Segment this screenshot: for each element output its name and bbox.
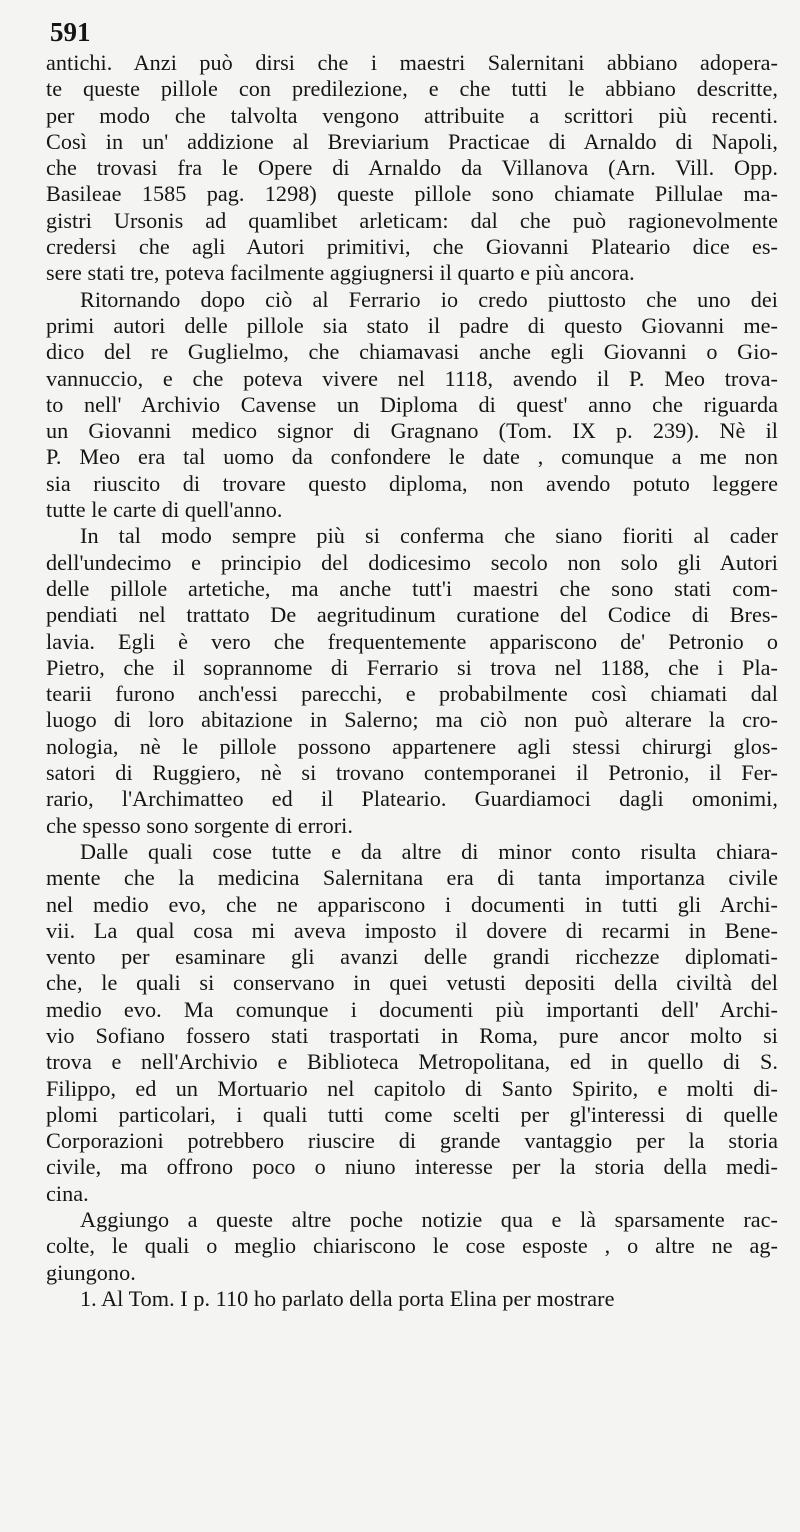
text-line: Filippo, ed un Mortuario nel capitolo di Santo Spirito, e molti di- [46, 1075, 778, 1101]
text-line: to nell' Archivio Cavense un Diploma di quest' anno che riguarda [46, 391, 778, 417]
text-line: plomi particolari, i quali tutti come scelti per gl'interessi di quelle [46, 1101, 778, 1127]
page-number: 591 [50, 17, 91, 47]
text-line: un Giovanni medico signor di Gragnano (Tom. IX p. 239). Nè il [46, 418, 778, 444]
text-line: cina. [46, 1180, 89, 1206]
paragraph [46, 523, 778, 839]
text-line: tutte le carte di quell'anno. [46, 497, 283, 523]
text-line: Dalle quali cose tutte e da altre di minor conto risulta chiara- [80, 838, 778, 864]
body-text [46, 50, 778, 1312]
text-line: Corporazioni potrebbero riuscire di grande vantaggio per la storia [46, 1128, 778, 1154]
text-line: giungono. [46, 1259, 136, 1285]
text-line: Pietro, che il soprannome di Ferrario si trova nel 1188, che i Pla- [46, 654, 778, 680]
text-line: rario, l'Archimatteo ed il Plateario. Guardiamoci dagli omonimi, [46, 786, 778, 812]
text-line: medio evo. Ma comunque i documenti più importanti dell' Archi- [46, 996, 778, 1022]
text-line: vannuccio, e che poteva vivere nel 1118, avendo il P. Meo trova- [46, 365, 778, 391]
text-line: satori di Ruggiero, nè si trovano contemporanei il Petronio, il Fer- [46, 760, 778, 786]
text-line: vio Sofiano fossero stati trasportati in Roma, pure ancor molto si [46, 1022, 778, 1048]
text-line: sere stati tre, poteva facilmente aggiugnersi il quarto e più ancora. [46, 260, 635, 286]
text-line: che spesso sono sorgente di errori. [46, 812, 353, 838]
text-line: Ritornando dopo ciò al Ferrario io credo piuttosto che uno dei [80, 286, 778, 312]
text-line: Aggiungo a queste altre poche notizie qua e là sparsamente rac- [80, 1207, 778, 1233]
text-line: civile, ma offrono poco o niuno interesse per la storia della medi- [46, 1154, 778, 1180]
text-line: primi autori delle pillole sia stato il padre di questo Giovanni me- [46, 312, 778, 338]
text-line: Basileae 1585 pag. 1298) queste pillole sono chiamate Pillulae ma- [46, 181, 778, 207]
text-line: colte, le quali o meglio chiariscono le cose esposte , o altre ne ag- [46, 1233, 778, 1259]
text-line: credersi che agli Autori primitivi, che Giovanni Plateario dice es- [46, 234, 778, 260]
text-line: per modo che talvolta vengono attribuite a scrittori più recenti. [46, 102, 778, 128]
text-line: mente che la medicina Salernitana era di tanta importanza civile [46, 865, 778, 891]
paragraph [46, 50, 778, 287]
text-line: luogo di loro abitazione in Salerno; ma ciò non può alterare la cro- [46, 707, 778, 733]
text-line: delle pillole artetiche, ma anche tutt'i maestri che sono stati com- [46, 575, 778, 601]
text-line: 1. Al Tom. I p. 110 ho parlato della porta Elina per mostrare [80, 1285, 615, 1311]
text-line: pendiati nel trattato De aegritudinum curatione del Codice di Bres- [46, 602, 778, 628]
text-line: vento per esaminare gli avanzi delle grandi ricchezze diplomati- [46, 944, 778, 970]
text-line: tearii furono anch'essi parecchi, e probabilmente così chiamati dal [46, 681, 778, 707]
text-line: che, le quali si conservano in quei vetusti depositi della civiltà del [46, 970, 778, 996]
text-line: che trovasi fra le Opere di Arnaldo da Villanova (Arn. Vill. Opp. [46, 155, 778, 181]
paragraph [46, 1207, 778, 1286]
text-line: sia riuscito di trovare questo diploma, non avendo potuto leggere [46, 470, 778, 496]
text-line: antichi. Anzi può dirsi che i maestri Salernitani abbiano adopera- [46, 50, 778, 75]
text-line: lavia. Egli è vero che frequentemente appariscono de' Petronio o [46, 628, 778, 654]
text-line: nel medio evo, che ne appariscono i documenti in tutti gli Archi- [46, 891, 778, 917]
text-line: In tal modo sempre più si conferma che siano fioriti al cader [80, 523, 778, 549]
text-line: nologia, nè le pillole possono appartenere agli stessi chirurgi glos- [46, 733, 778, 759]
text-line: dico del re Guglielmo, che chiamavasi anche egli Giovanni o Gio- [46, 339, 778, 365]
text-line: trova e nell'Archivio e Biblioteca Metropolitana, ed in quello di S. [46, 1049, 778, 1075]
text-line: P. Meo era tal uomo da confondere le date , comunque a me non [46, 444, 778, 470]
paragraph [46, 839, 778, 1207]
paragraph [46, 287, 778, 524]
paragraph [46, 1286, 778, 1312]
text-line: te queste pillole con predilezione, e che tutti le abbiano descritte, [46, 76, 778, 102]
text-line: gistri Ursonis ad quamlibet arleticam: dal che può ragionevolmente [46, 207, 778, 233]
text-line: vii. La qual cosa mi aveva imposto il dovere di recarmi in Bene- [46, 917, 778, 943]
text-line: Così in un' addizione al Breviarium Practicae di Arnaldo di Napoli, [46, 128, 778, 154]
text-line: dell'undecimo e principio del dodicesimo secolo non solo gli Autori [46, 549, 778, 575]
